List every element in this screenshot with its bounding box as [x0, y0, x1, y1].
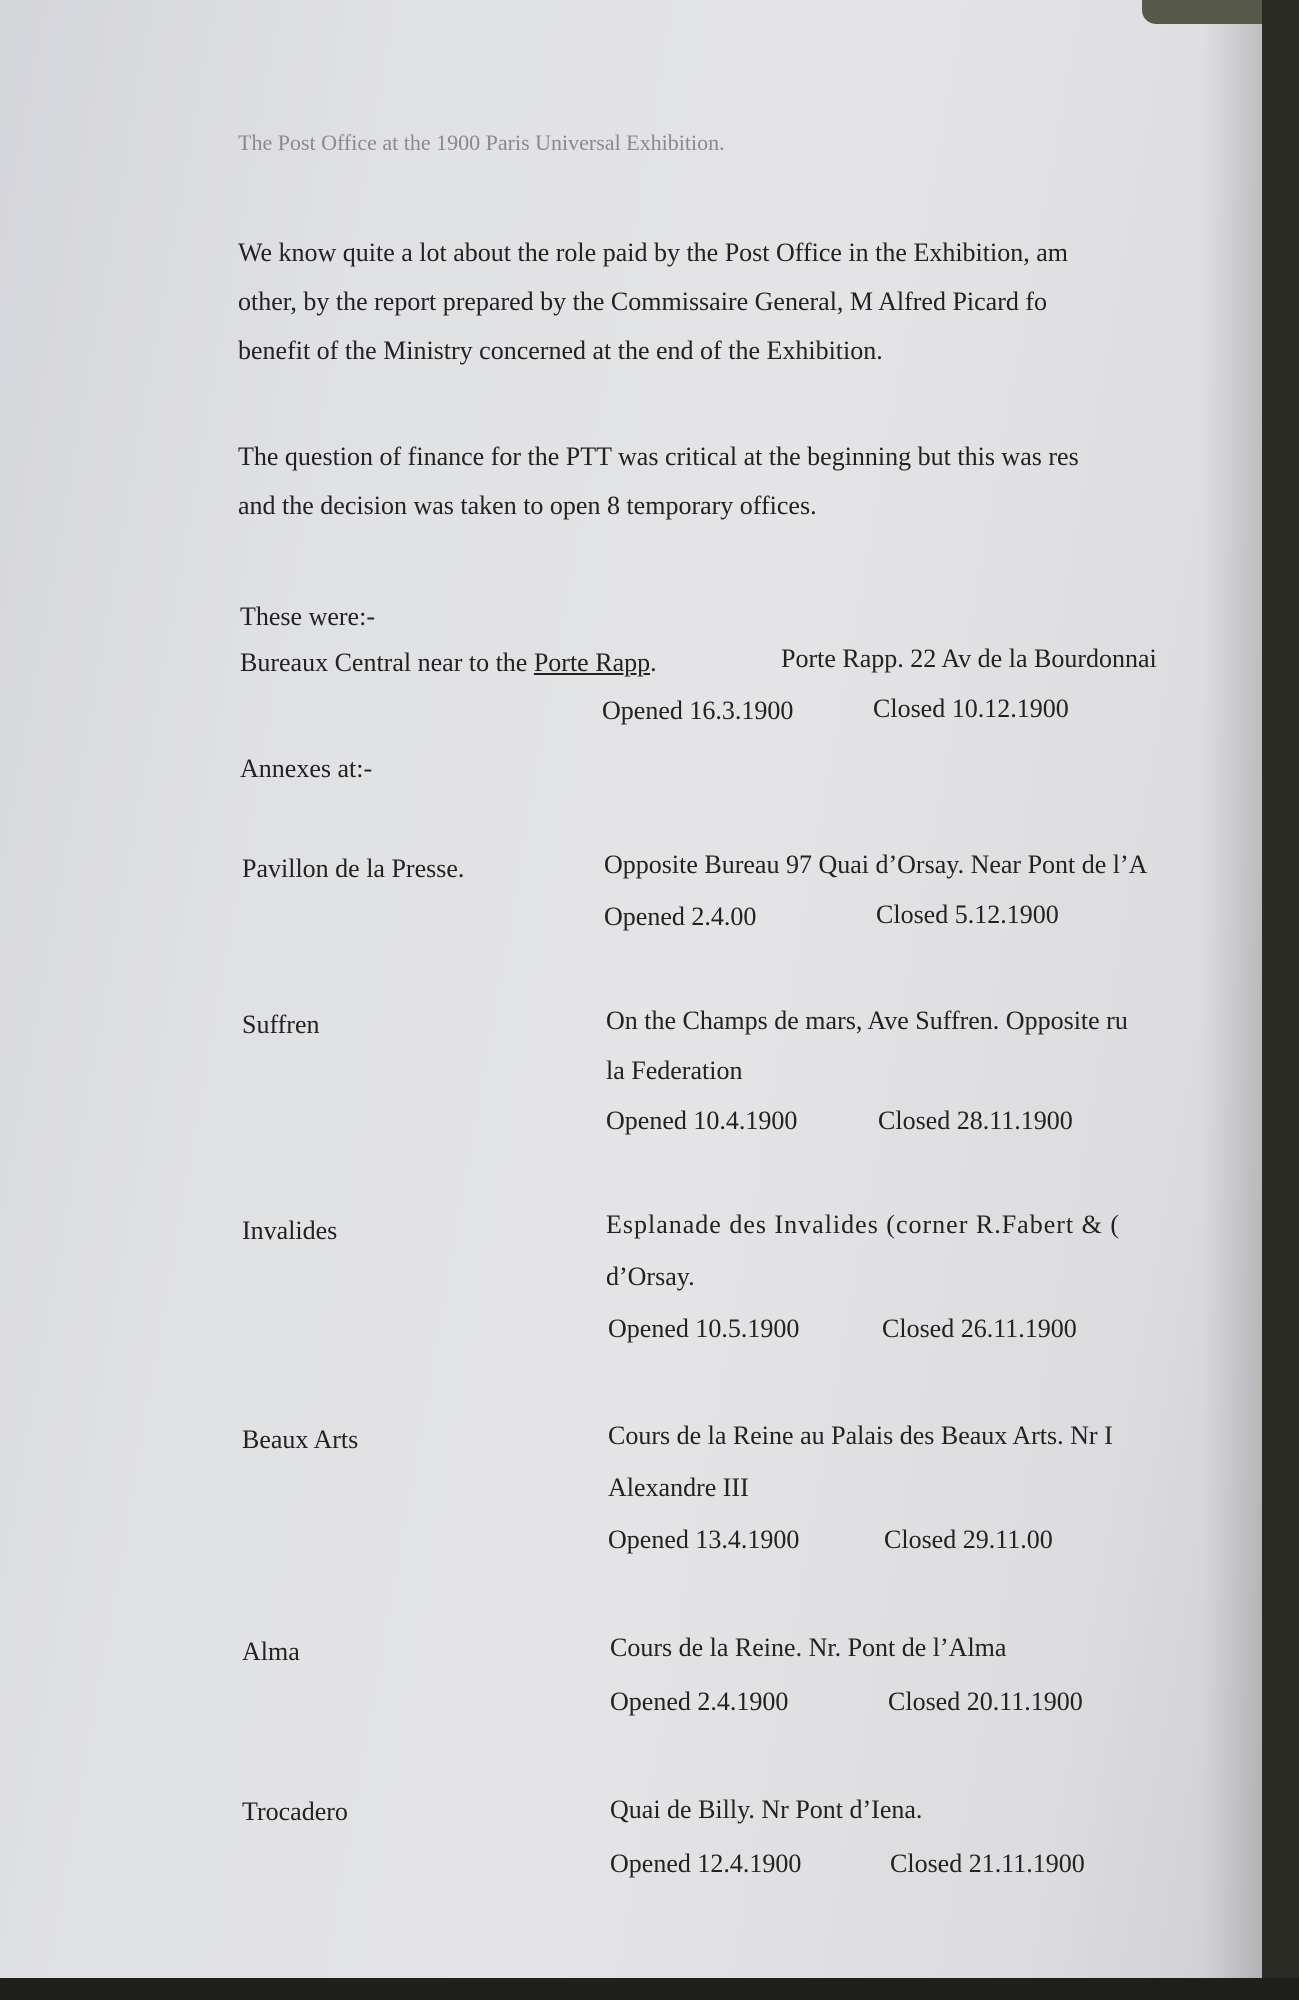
annex-address-cont: d’Orsay.: [606, 1262, 695, 1291]
annex-name: Alma: [242, 1637, 300, 1666]
annex-name: Invalides: [242, 1216, 338, 1245]
annex-name: Trocadero: [242, 1797, 348, 1826]
annex-name: Pavillon de la Presse.: [242, 854, 465, 883]
central-office-label: [240, 648, 657, 678]
central-label-prefix: Bureaux Central near to the: [240, 648, 534, 677]
page-heading: The Post Office at the 1900 Paris Universal Exhibition.: [238, 130, 725, 155]
annexes-label: Annexes at:-: [240, 754, 373, 783]
annex-closed: Closed 28.11.1900: [878, 1106, 1073, 1135]
annex-address: Esplanade des Invalides (corner R.Fabert & (: [606, 1210, 1121, 1239]
central-office-address: Porte Rapp. 22 Av de la Bourdonnai: [781, 644, 1157, 673]
binder-tab: [1142, 0, 1262, 24]
central-label-link: Porte Rapp: [533, 648, 651, 677]
these-were-label: These were:-: [240, 602, 375, 631]
central-opened: Opened 16.3.1900: [602, 696, 794, 725]
intro-line-2: other, by the report prepared by the Commissaire General, M Alfred Picard fo: [238, 287, 1048, 316]
annex-address-cont: Alexandre III: [608, 1473, 749, 1502]
annex-name: Suffren: [242, 1010, 320, 1039]
annex-address: On the Champs de mars, Ave Suffren. Opposite ru: [606, 1006, 1128, 1035]
annex-name: Beaux Arts: [242, 1425, 359, 1454]
annex-closed: Closed 5.12.1900: [876, 900, 1059, 929]
annex-address-cont: la Federation: [606, 1056, 743, 1085]
annex-opened: Opened 2.4.00: [604, 902, 757, 931]
annex-address: Opposite Bureau 97 Quai d’Orsay. Near Pont de l’A: [604, 850, 1148, 879]
central-closed: Closed 10.12.1900: [873, 694, 1069, 723]
annex-closed: Closed 26.11.1900: [882, 1314, 1077, 1343]
annex-opened: Opened 2.4.1900: [610, 1687, 789, 1716]
annex-closed: Closed 20.11.1900: [888, 1687, 1083, 1716]
finance-line-1: The question of finance for the PTT was critical at the beginning but this was res: [238, 442, 1079, 471]
intro-line-1: We know quite a lot about the role paid by the Post Office in the Exhibition, am: [238, 238, 1068, 267]
annex-address: Cours de la Reine. Nr. Pont de l’Alma: [610, 1633, 1007, 1662]
annex-address: Quai de Billy. Nr Pont d’Iena.: [610, 1795, 923, 1824]
annex-opened: Opened 13.4.1900: [608, 1525, 800, 1554]
page-edge-shadow: [1202, 0, 1262, 1978]
annex-closed: Closed 29.11.00: [884, 1525, 1053, 1554]
intro-line-3: benefit of the Ministry concerned at the end of the Exhibition.: [238, 336, 883, 365]
annex-address: Cours de la Reine au Palais des Beaux Arts. Nr I: [608, 1421, 1113, 1450]
finance-line-2: and the decision was taken to open 8 temporary offices.: [238, 491, 817, 520]
annex-closed: Closed 21.11.1900: [890, 1849, 1085, 1878]
annex-opened: Opened 10.5.1900: [608, 1314, 800, 1343]
central-label-suffix: .: [650, 648, 657, 677]
annex-opened: Opened 10.4.1900: [606, 1106, 798, 1135]
annex-opened: Opened 12.4.1900: [610, 1849, 802, 1878]
binder-bottom-edge: [0, 1978, 1299, 2000]
